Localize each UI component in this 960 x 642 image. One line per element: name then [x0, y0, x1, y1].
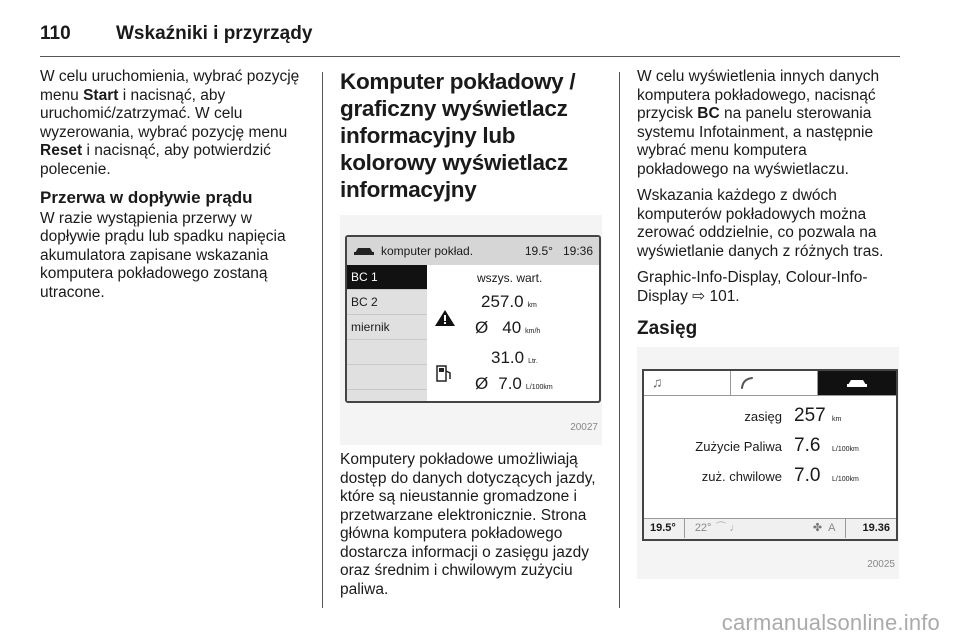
cross-reference-arrow-icon: ⇨: [692, 287, 706, 305]
status-bar: [644, 518, 896, 539]
phone-icon: [739, 376, 755, 390]
paragraph-trip-computer: Komputery pokładowe umożliwiają dostęp do danych dotyczących jazdy, które są nieustannie gromadzone i przetwarzane elektronicznie. Strona główna komputera pokładowego dostarcza informacji o zasięgu jazdy oraz średnim i chwilowym zużyciu paliwa.: [340, 451, 596, 598]
menu-item-empty: [347, 365, 427, 390]
figure-trip-computer: [340, 215, 602, 445]
paragraph-reference: Graphic-Info-Display, Colour-Info-Display ⇨ 101.: [637, 269, 868, 305]
music-note-icon: ♫: [652, 374, 663, 391]
section-heading-range: Zasięg: [637, 318, 698, 339]
term-start: Start: [83, 86, 119, 104]
display-temperature: 19.5°: [524, 243, 553, 258]
figure-number: 20027: [570, 421, 598, 433]
warning-triangle-icon: [434, 309, 456, 327]
column-2: [340, 68, 605, 607]
car-icon: [353, 245, 375, 257]
menu-item-bc2: BC 2: [347, 290, 427, 315]
term-bc: BC: [697, 105, 720, 122]
page-header: [40, 14, 312, 54]
range-row: zasięg 257 km: [744, 404, 842, 426]
column-divider: [322, 72, 323, 608]
figure-range-display: [637, 347, 899, 579]
display-tabs: [644, 371, 896, 396]
menu-item-empty: [347, 340, 427, 365]
value-row: Ø 40 km/h: [475, 318, 541, 337]
page-number: 110: [40, 23, 71, 44]
paragraph-start-reset: W celu uruchomienia, wybrać pozycję menu Start i nacisnąć, aby uruchomić/zatrzymać. W celu wyzerowania, wybrać pozycję menu Reset i nacisnąć, aby potwierdzić polecenie.: [40, 68, 300, 178]
values-header: wszys. wart.: [477, 271, 543, 285]
header-rule: [40, 56, 900, 57]
fan-icon: ✤: [812, 522, 823, 535]
car-icon: [846, 377, 868, 389]
section-title: Komputer pokładowy / graficzny wyświetlacz informacyjny lub kolorowy wyświetlacz informacyjny: [340, 69, 576, 202]
column-3: [637, 68, 899, 579]
airflow-icon: ⌒ ♩: [715, 522, 741, 535]
term-reset: Reset: [40, 142, 83, 159]
paragraph-bc-button: W celu wyświetlenia innych danych komputera pokładowego, nacisnąć przycisk BC na panelu sterowania systemu Infotainment, a następnie wybrać menu komputera pokładowego na wyświetlaczu.: [637, 68, 880, 178]
display-title: komputer pokład.: [381, 243, 474, 258]
tab-vehicle: [818, 371, 896, 395]
display-time: 19:36: [562, 243, 593, 258]
column-divider: [619, 72, 620, 608]
section-heading: Przerwa w dopływie prądu: [40, 188, 253, 207]
fuel-consumption-row: Zużycie Paliwa 7.6 L/100km: [695, 434, 859, 456]
display-screen: [642, 369, 898, 541]
outside-temperature: 19.5°: [644, 519, 685, 538]
paragraph-power-loss: W razie wystąpienia przerwy w dopływie prądu lub spadku napięcia akumulatora zapisane wskazania komputera pokładowego zostaną utracone.: [40, 209, 286, 301]
menu-item-bc1: BC 1: [347, 265, 427, 290]
footer-watermark: carmanualsonline.info: [721, 610, 940, 635]
figure-number: 20025: [867, 559, 895, 570]
clock-display: 19.36: [845, 519, 896, 538]
value-row: 257.0 km: [481, 292, 537, 311]
display-menu: [347, 265, 427, 401]
display-screen: [345, 235, 601, 403]
value-row: Ø 7.0 L/100km: [475, 374, 553, 393]
value-row: 31.0 Ltr.: [491, 348, 538, 367]
chapter-title: Wskaźniki i przyrządy: [116, 23, 313, 44]
tab-audio: [644, 371, 731, 395]
auto-indicator: A: [828, 522, 836, 535]
menu-item-gauge: miernik: [347, 315, 427, 340]
fuel-pump-icon: [435, 363, 453, 383]
paragraph-reset-info: Wskazania każdego z dwóch komputerów pokładowych można zerować oddzielnie, co pozwala na wyświetlanie danych z różnych tras.: [637, 187, 884, 260]
tab-phone: [731, 371, 818, 395]
set-temperature: 22°: [694, 522, 712, 535]
column-1: [40, 68, 308, 310]
display-header: [347, 237, 599, 265]
instant-consumption-row: zuż. chwilowe 7.0 L/100km: [701, 464, 859, 486]
